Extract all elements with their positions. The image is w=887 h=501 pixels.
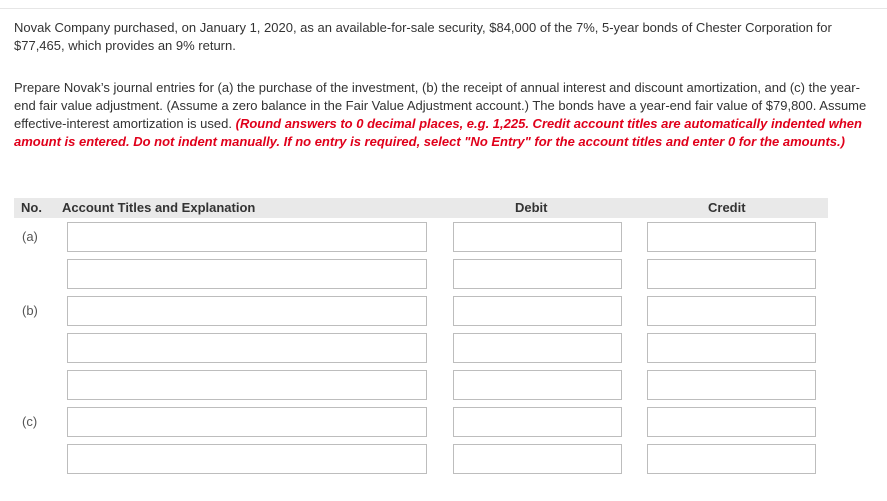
header-credit: Credit — [708, 200, 746, 215]
problem-instructions — [14, 79, 876, 151]
credit-input[interactable] — [647, 370, 816, 400]
account-title-input[interactable] — [67, 296, 427, 326]
credit-input[interactable] — [647, 222, 816, 252]
debit-input[interactable] — [453, 259, 622, 289]
debit-input[interactable] — [453, 444, 622, 474]
entry-label-b: (b) — [22, 303, 38, 318]
credit-input[interactable] — [647, 296, 816, 326]
entry-label-a: (a) — [22, 229, 38, 244]
account-title-input[interactable] — [67, 407, 427, 437]
account-title-input[interactable] — [67, 444, 427, 474]
debit-input[interactable] — [453, 407, 622, 437]
debit-input[interactable] — [453, 296, 622, 326]
account-title-input[interactable] — [67, 222, 427, 252]
header-account-titles: Account Titles and Explanation — [62, 200, 256, 215]
header-no: No. — [21, 200, 42, 215]
debit-input[interactable] — [453, 370, 622, 400]
entry-label-c: (c) — [22, 414, 38, 429]
account-title-input[interactable] — [67, 259, 427, 289]
debit-input[interactable] — [453, 222, 622, 252]
credit-input[interactable] — [647, 407, 816, 437]
top-divider — [0, 8, 887, 9]
debit-input[interactable] — [453, 333, 622, 363]
credit-input[interactable] — [647, 333, 816, 363]
header-debit: Debit — [515, 200, 548, 215]
credit-input[interactable] — [647, 259, 816, 289]
rounding-note: (Round answers to 0 decimal places, e.g. 1,225. Credit account titles are automatically indented when amount is entered. Do not indent manually. If no entry is required, select "No Entry" for the account titles and enter 0 for the amounts.) — [14, 116, 862, 149]
journal-table-header — [14, 198, 828, 218]
instructions-text: Prepare Novak’s journal entries for (a) the purchase of the investment, (b) the receipt of annual interest and discount amortization, and (c) the year-end fair value adjustment. (Assume a zero balance in the Fair Value Adjustment account.) The bonds have a year-end fair value of $79,800. Assume effective-interest amortization is used. — [14, 80, 867, 131]
account-title-input[interactable] — [67, 333, 427, 363]
problem-intro: Novak Company purchased, on January 1, 2020, as an available-for-sale security, $84,000 of the 7%, 5-year bonds of Chester Corporation for $77,465, which provides an 9% return. — [14, 20, 832, 53]
credit-input[interactable] — [647, 444, 816, 474]
account-title-input[interactable] — [67, 370, 427, 400]
